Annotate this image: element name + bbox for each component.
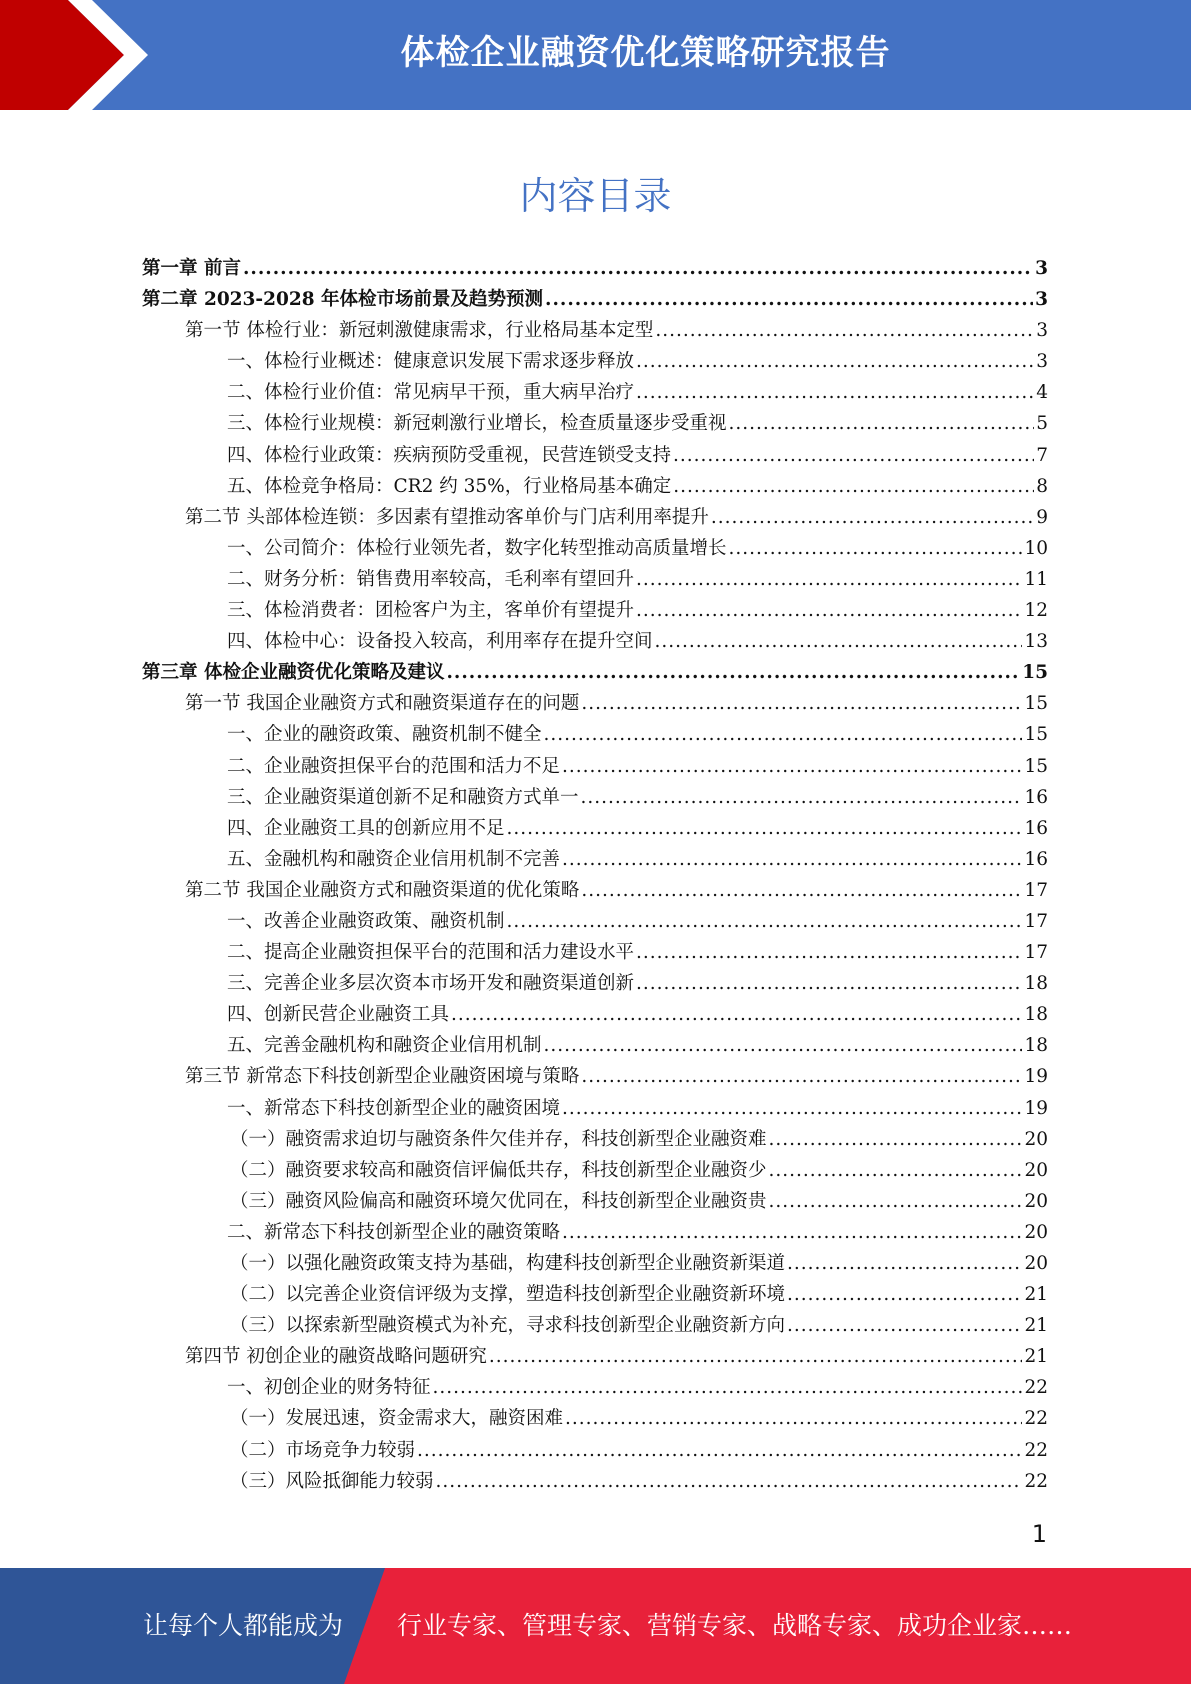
toc-entry-title: 四、体检行业政策：疾病预防受重视，民营连锁受支持 bbox=[227, 444, 672, 466]
toc-leader-dots bbox=[545, 289, 1033, 310]
toc-entry-page: 15 bbox=[1024, 693, 1048, 715]
toc-entry[interactable] bbox=[142, 845, 1048, 876]
toc-entry-title: 二、财务分析：销售费用率较高，毛利率有望回升 bbox=[227, 568, 635, 590]
toc-leader-dots bbox=[451, 1004, 1022, 1025]
toc-leader-dots bbox=[636, 382, 1034, 403]
toc-entry-page: 17 bbox=[1024, 910, 1048, 932]
toc-entry-page: 3 bbox=[1035, 289, 1048, 311]
toc-entry[interactable] bbox=[142, 409, 1048, 440]
toc-leader-dots bbox=[544, 724, 1023, 745]
toc-entry[interactable] bbox=[142, 378, 1048, 409]
toc-entry-title: （一）发展迅速，资金需求大，融资困难 bbox=[230, 1408, 564, 1430]
page-footer bbox=[0, 1568, 1191, 1684]
toc-leader-dots bbox=[581, 787, 1023, 808]
toc-entry[interactable] bbox=[142, 1311, 1048, 1342]
toc-entry-page: 18 bbox=[1024, 1035, 1048, 1057]
toc-entry-page: 21 bbox=[1024, 1315, 1048, 1337]
toc-leader-dots bbox=[562, 1098, 1022, 1119]
toc-entry-page: 17 bbox=[1024, 942, 1048, 964]
toc-entry[interactable] bbox=[142, 876, 1048, 907]
toc-entry-page: 22 bbox=[1024, 1408, 1048, 1430]
toc-leader-dots bbox=[562, 849, 1022, 870]
toc-leader-dots bbox=[655, 320, 1034, 341]
toc-entry-title: 二、新常态下科技创新型企业的融资策略 bbox=[227, 1221, 561, 1243]
toc-entry-title: 第三节 新常态下科技创新型企业融资困境与策略 bbox=[185, 1066, 580, 1088]
toc-entry-page: 21 bbox=[1024, 1284, 1048, 1306]
footer-slogan-left: 让每个人都能成为 bbox=[143, 1611, 344, 1640]
toc-entry[interactable] bbox=[142, 1156, 1048, 1187]
toc-entry[interactable] bbox=[142, 316, 1048, 347]
toc-entry-page: 15 bbox=[1024, 755, 1048, 777]
toc-entry-page: 12 bbox=[1024, 600, 1048, 622]
toc-entry[interactable] bbox=[142, 1094, 1048, 1125]
toc-entry[interactable] bbox=[142, 1467, 1048, 1498]
toc-leader-dots bbox=[507, 818, 1023, 839]
toc-entry-title: 一、新常态下科技创新型企业的融资困境 bbox=[227, 1097, 561, 1119]
toc-entry-page: 20 bbox=[1024, 1159, 1048, 1181]
toc-entry[interactable] bbox=[142, 658, 1048, 689]
toc-entry[interactable] bbox=[142, 907, 1048, 938]
toc-entry-title: 四、企业融资工具的创新应用不足 bbox=[227, 817, 505, 839]
toc-entry-page: 20 bbox=[1024, 1190, 1048, 1212]
toc-entry-title: 二、体检行业价值：常见病早干预，重大病早治疗 bbox=[227, 382, 635, 404]
toc-entry-title: （三）风险抵御能力较弱 bbox=[230, 1470, 434, 1492]
toc-entry[interactable] bbox=[142, 969, 1048, 1000]
toc-leader-dots bbox=[729, 538, 1023, 559]
toc-entry[interactable] bbox=[142, 503, 1048, 534]
toc-entry-title: 二、提高企业融资担保平台的范围和活力建设水平 bbox=[227, 942, 635, 964]
toc-leader-dots bbox=[544, 1035, 1023, 1056]
toc-leader-dots bbox=[729, 413, 1035, 434]
toc-entry-title: 第一节 我国企业融资方式和融资渠道存在的问题 bbox=[185, 693, 580, 715]
toc-entry-title: 第二章 2023-2028 年体检市场前景及趋势预测 bbox=[142, 289, 544, 311]
toc-entry-page: 9 bbox=[1036, 506, 1048, 528]
toc-entry-title: 五、体检竞争格局：CR2 约 35%，行业格局基本确定 bbox=[227, 475, 672, 497]
toc-entry-page: 5 bbox=[1036, 413, 1048, 435]
toc-entry-title: （二）市场竞争力较弱 bbox=[230, 1439, 416, 1461]
toc-leader-dots bbox=[711, 507, 1034, 528]
toc-entry-title: 四、体检中心：设备投入较高，利用率存在提升空间 bbox=[227, 631, 653, 653]
toc-entry[interactable] bbox=[142, 285, 1048, 316]
toc-leader-dots bbox=[581, 1066, 1022, 1087]
toc-leader-dots bbox=[636, 569, 1022, 590]
toc-leader-dots bbox=[562, 756, 1022, 777]
toc-entry-title: 一、公司简介：体检行业领先者，数字化转型推动高质量增长 bbox=[227, 537, 727, 559]
toc-entry-title: 第二节 我国企业融资方式和融资渠道的优化策略 bbox=[185, 879, 580, 901]
toc-entry[interactable] bbox=[142, 783, 1048, 814]
toc-leader-dots bbox=[673, 476, 1034, 497]
toc-entry-page: 15 bbox=[1024, 724, 1048, 746]
toc-entry-title: 二、企业融资担保平台的范围和活力不足 bbox=[227, 755, 561, 777]
toc-leader-dots bbox=[417, 1440, 1022, 1461]
toc-entry-page: 18 bbox=[1024, 1004, 1048, 1026]
toc-leader-dots bbox=[562, 1222, 1022, 1243]
toc-leader-dots bbox=[565, 1408, 1022, 1429]
toc-entry[interactable] bbox=[142, 596, 1048, 627]
toc-entry-title: 五、完善金融机构和融资企业信用机制 bbox=[227, 1035, 542, 1057]
toc-entry-page: 18 bbox=[1024, 973, 1048, 995]
toc-entry-page: 8 bbox=[1036, 475, 1048, 497]
toc-entry[interactable] bbox=[142, 752, 1048, 783]
toc-title: 内容目录 bbox=[519, 174, 672, 218]
toc-entry[interactable] bbox=[142, 1249, 1048, 1280]
toc-entry-page: 4 bbox=[1036, 382, 1048, 404]
toc-entry-title: （三）融资风险偏高和融资环境欠优同在，科技创新型企业融资贵 bbox=[230, 1190, 767, 1212]
toc-leader-dots bbox=[655, 631, 1023, 652]
toc-entry-page: 21 bbox=[1024, 1346, 1048, 1368]
toc-entry-title: （一）融资需求迫切与融资条件欠佳并存，科技创新型企业融资难 bbox=[230, 1128, 767, 1150]
toc-entry[interactable] bbox=[142, 565, 1048, 596]
toc-leader-dots bbox=[243, 258, 1033, 279]
toc-entry[interactable] bbox=[142, 1342, 1048, 1373]
toc-entry[interactable] bbox=[142, 1404, 1048, 1435]
toc-entry[interactable] bbox=[142, 1031, 1048, 1062]
toc-entry[interactable] bbox=[142, 1125, 1048, 1156]
toc-entry-title: 第一章 前言 bbox=[142, 258, 241, 279]
page-number: 1 bbox=[1031, 1520, 1047, 1548]
footer-slogan-right: 行业专家、管理专家、营销专家、战略专家、成功企业家…… bbox=[397, 1611, 1073, 1640]
toc-entry-title: 五、金融机构和融资企业信用机制不完善 bbox=[227, 848, 561, 870]
toc-entry[interactable] bbox=[142, 1436, 1048, 1467]
toc-entry-title: （二）以完善企业资信评级为支撑，塑造科技创新型企业融资新环境 bbox=[230, 1284, 786, 1306]
toc-entry[interactable] bbox=[142, 689, 1048, 720]
toc-entry-title: 三、企业融资渠道创新不足和融资方式单一 bbox=[227, 786, 579, 808]
toc-leader-dots bbox=[507, 911, 1023, 932]
toc-entry-page: 3 bbox=[1035, 258, 1048, 279]
page-header bbox=[0, 0, 1191, 110]
toc-entry[interactable] bbox=[142, 1187, 1048, 1218]
toc-entry-page: 3 bbox=[1036, 351, 1048, 373]
toc-entry-title: 一、体检行业概述：健康意识发展下需求逐步释放 bbox=[227, 351, 635, 373]
toc-entry[interactable] bbox=[142, 1373, 1048, 1404]
toc-entry-title: （二）融资要求较高和融资信评偏低共存，科技创新型企业融资少 bbox=[230, 1159, 767, 1181]
toc-entry-title: 一、企业的融资政策、融资机制不健全 bbox=[227, 724, 542, 746]
toc-entry[interactable] bbox=[142, 720, 1048, 751]
toc-entry-page: 20 bbox=[1024, 1221, 1048, 1243]
toc-entry-page: 19 bbox=[1024, 1097, 1048, 1119]
toc-entry[interactable] bbox=[142, 938, 1048, 969]
toc-entry-title: 三、体检行业规模：新冠刺激行业增长，检查质量逐步受重视 bbox=[227, 413, 727, 435]
toc-entry-page: 16 bbox=[1024, 786, 1048, 808]
toc-entry-title: （一）以强化融资政策支持为基础，构建科技创新型企业融资新渠道 bbox=[230, 1253, 786, 1274]
toc-leader-dots bbox=[581, 880, 1022, 901]
toc-entry-title: 第三章 体检企业融资优化策略及建议 bbox=[142, 662, 445, 684]
toc-entry-page: 22 bbox=[1024, 1377, 1048, 1399]
toc-entry-page: 22 bbox=[1024, 1470, 1048, 1492]
toc-entry-page: 10 bbox=[1024, 537, 1048, 559]
toc-leader-dots bbox=[787, 1253, 1022, 1274]
toc-entry-title: 四、创新民营企业融资工具 bbox=[227, 1004, 450, 1026]
toc-entry-page: 22 bbox=[1024, 1439, 1048, 1461]
toc-leader-dots bbox=[787, 1284, 1022, 1305]
toc-leader-dots bbox=[636, 351, 1034, 372]
toc-leader-dots bbox=[769, 1129, 1023, 1150]
toc-entry[interactable] bbox=[142, 1062, 1048, 1093]
toc-entry[interactable] bbox=[142, 814, 1048, 845]
toc-entry-title: （三）以探索新型融资模式为补充，寻求科技创新型企业融资新方向 bbox=[230, 1315, 786, 1337]
toc-entry[interactable] bbox=[142, 1000, 1048, 1031]
toc-leader-dots bbox=[636, 942, 1022, 963]
toc-entry[interactable] bbox=[142, 534, 1048, 565]
toc-leader-dots bbox=[636, 600, 1022, 621]
toc-leader-dots bbox=[433, 1377, 1023, 1398]
toc-leader-dots bbox=[769, 1160, 1023, 1181]
toc-entry-title: 一、初创企业的财务特征 bbox=[227, 1377, 431, 1399]
table-of-contents bbox=[142, 254, 1048, 1498]
toc-entry-title: 三、体检消费者：团检客户为主，客单价有望提升 bbox=[227, 600, 635, 622]
toc-entry-page: 13 bbox=[1024, 631, 1048, 653]
toc-entry-page: 19 bbox=[1024, 1066, 1048, 1088]
toc-leader-dots bbox=[636, 973, 1022, 994]
toc-entry-title: 第二节 头部体检连锁：多因素有望推动客单价与门店利用率提升 bbox=[185, 506, 709, 528]
header-title: 体检企业融资优化策略研究报告 bbox=[400, 33, 891, 73]
toc-entry-page: 20 bbox=[1024, 1128, 1048, 1150]
toc-entry-title: 第一节 体检行业：新冠刺激健康需求，行业格局基本定型 bbox=[185, 320, 654, 342]
toc-entry-page: 3 bbox=[1036, 320, 1048, 342]
toc-leader-dots bbox=[436, 1471, 1023, 1492]
toc-entry-page: 17 bbox=[1024, 879, 1048, 901]
toc-entry-page: 15 bbox=[1022, 662, 1048, 684]
toc-entry-page: 11 bbox=[1024, 568, 1048, 590]
toc-entry-title: 第四节 初创企业的融资战略问题研究 bbox=[185, 1346, 487, 1368]
toc-entry-page: 7 bbox=[1036, 444, 1048, 466]
toc-leader-dots bbox=[673, 445, 1034, 466]
toc-leader-dots bbox=[489, 1346, 1023, 1367]
toc-entry-page: 20 bbox=[1024, 1253, 1048, 1274]
toc-entry-title: 一、改善企业融资政策、融资机制 bbox=[227, 910, 505, 932]
toc-entry[interactable] bbox=[142, 472, 1048, 503]
toc-entry[interactable] bbox=[142, 1280, 1048, 1311]
toc-entry[interactable] bbox=[142, 627, 1048, 658]
toc-entry[interactable] bbox=[142, 347, 1048, 378]
toc-leader-dots bbox=[446, 662, 1020, 683]
toc-entry[interactable] bbox=[142, 254, 1048, 285]
toc-leader-dots bbox=[581, 693, 1022, 714]
toc-leader-dots bbox=[787, 1315, 1022, 1336]
toc-entry-page: 16 bbox=[1024, 817, 1048, 839]
toc-entry[interactable] bbox=[142, 1218, 1048, 1249]
toc-leader-dots bbox=[769, 1191, 1023, 1212]
toc-entry-title: 三、完善企业多层次资本市场开发和融资渠道创新 bbox=[227, 973, 635, 995]
toc-entry-page: 16 bbox=[1024, 848, 1048, 870]
toc-entry[interactable] bbox=[142, 441, 1048, 472]
